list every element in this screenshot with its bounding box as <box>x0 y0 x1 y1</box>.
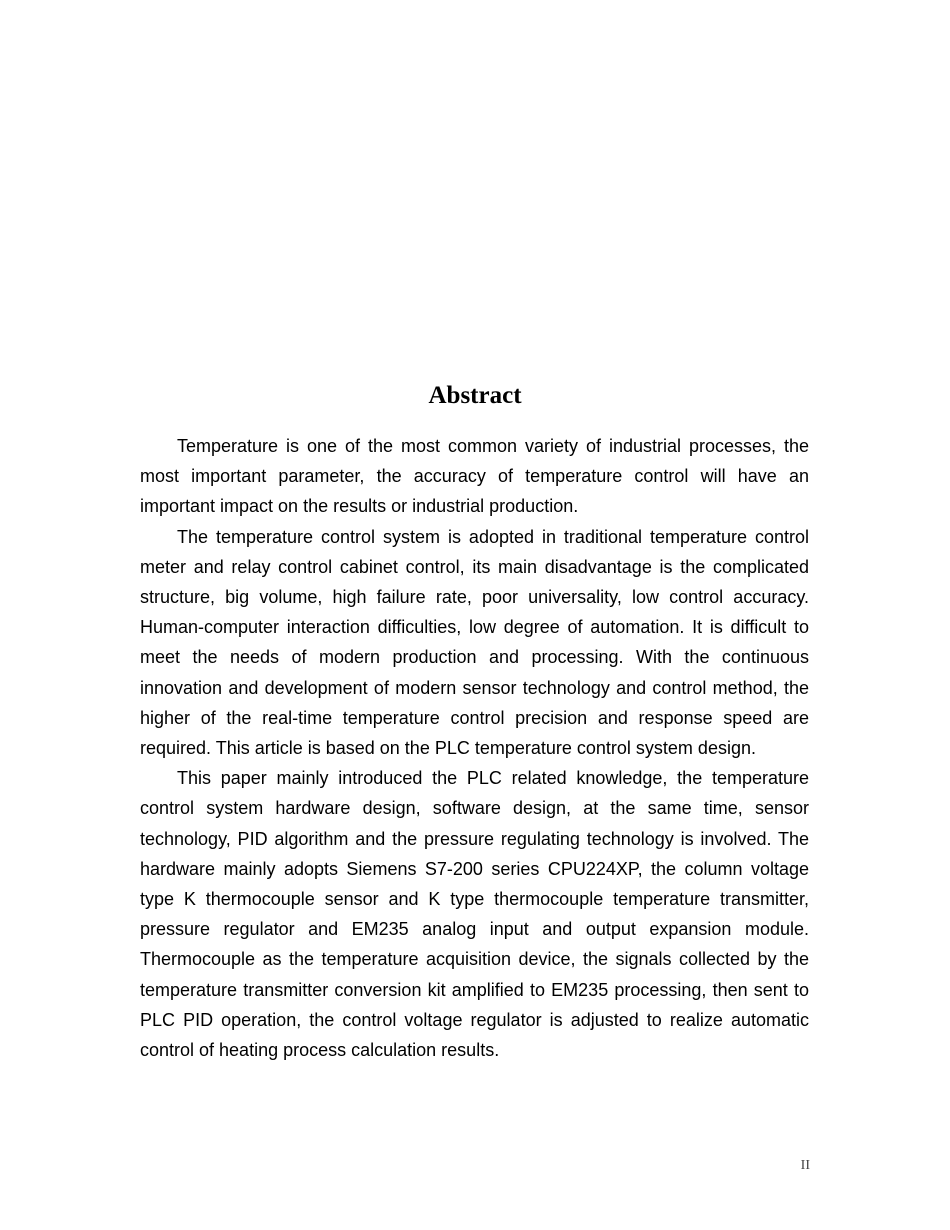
abstract-paragraph-3: This paper mainly introduced the PLC related knowledge, the temperature control system hardware design, software design, at the same time, sensor technology, PID algorithm and the pressure regulating technology is involved. The hardware mainly adopts Siemens S7-200 series CPU224XP, the column voltage type K thermocouple sensor and K type thermocouple temperature transmitter, pressure regulator and EM235 analog input and output expansion module. Thermocouple as the temperature acquisition device, the signals collected by the temperature transmitter conversion kit amplified to EM235 processing, then sent to PLC PID operation, the control voltage regulator is adjusted to realize automatic control of heating process calculation results. <box>140 768 809 1061</box>
abstract-body <box>140 431 809 1065</box>
abstract-heading: Abstract <box>428 382 522 409</box>
abstract-paragraph-2: The temperature control system is adopted in traditional temperature control meter and relay control cabinet control, its main disadvantage is the complicated structure, big volume, high failure rate, poor universality, low control accuracy. Human-computer interaction difficulties, low degree of automation. It is difficult to meet the needs of modern production and processing. With the continuous innovation and development of modern sensor technology and control method, the higher of the real-time temperature control precision and response speed are required. This article is based on the PLC temperature control system design. <box>140 526 809 759</box>
page-number: II <box>800 1158 810 1173</box>
abstract-paragraph-1: Temperature is one of the most common variety of industrial processes, the most important parameter, the accuracy of temperature control will have an important impact on the results or industrial production. <box>140 436 809 517</box>
